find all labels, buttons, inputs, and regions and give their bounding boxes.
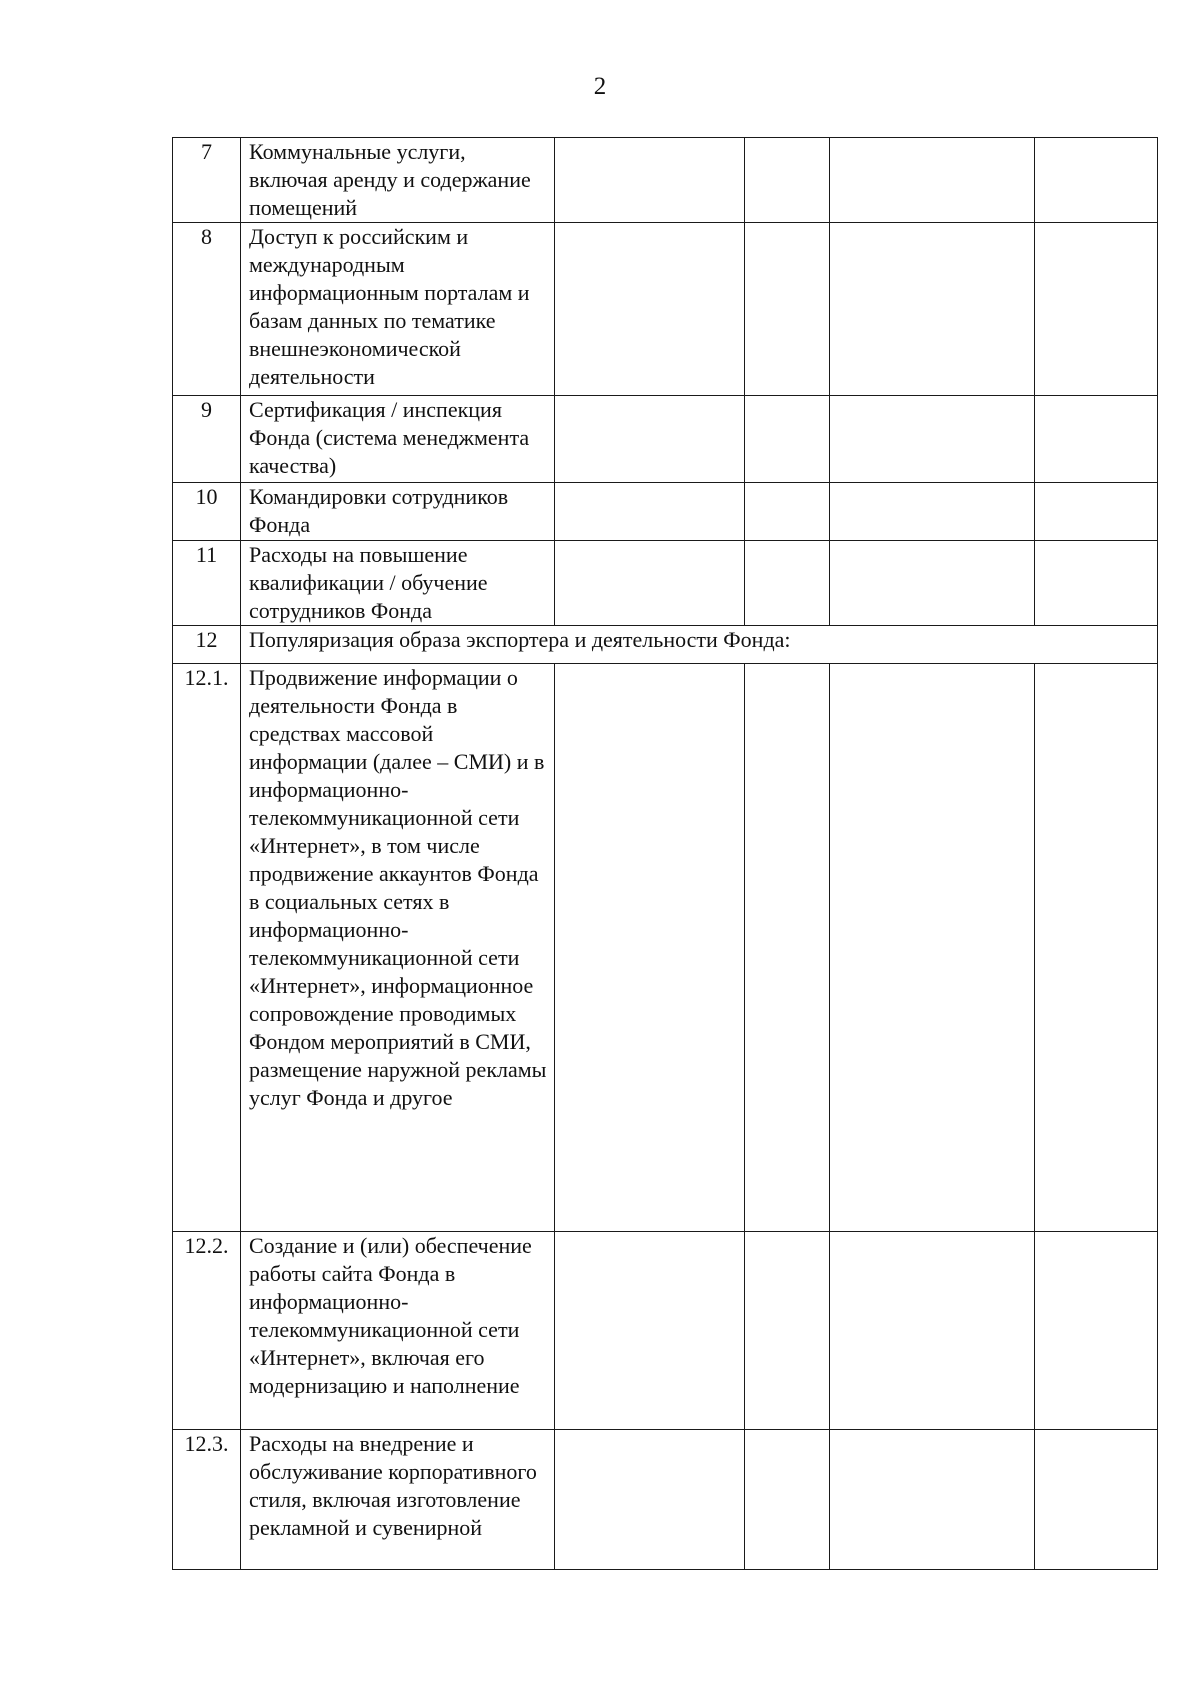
empty-cell [555,396,745,483]
row-number: 10 [173,483,241,541]
row-description: Расходы на повышение квалификации / обучение сотрудников Фонда [241,541,555,626]
table-row [173,664,1158,1232]
empty-cell [1035,223,1158,396]
row-number: 12.3. [173,1430,241,1570]
row-number: 7 [173,138,241,223]
empty-cell [830,1232,1035,1430]
row-number: 12.1. [173,664,241,1232]
empty-cell [555,138,745,223]
table-row [173,483,1158,541]
empty-cell [745,223,830,396]
empty-cell [830,138,1035,223]
row-description: Расходы на внедрение и обслуживание корпоративного стиля, включая изготовление рекламной и сувенирной [241,1430,555,1570]
empty-cell [830,483,1035,541]
row-description: Командировки сотрудников Фонда [241,483,555,541]
row-description: Создание и (или) обеспечение работы сайта Фонда в информационно-телекоммуникационной сети «Интернет», включая его модернизацию и наполнение [241,1232,555,1430]
empty-cell [745,1232,830,1430]
table-body [173,138,1158,1570]
row-number: 12.2. [173,1232,241,1430]
empty-cell [555,223,745,396]
empty-cell [555,1430,745,1570]
table-row [173,1232,1158,1430]
empty-cell [830,1430,1035,1570]
empty-cell [745,396,830,483]
row-description: Доступ к российским и международным информационным порталам и базам данных по тематике внешнеэкономической деятельности [241,223,555,396]
table-row [173,1430,1158,1570]
table-row [173,223,1158,396]
row-description: Сертификация / инспекция Фонда (система менеджмента качества) [241,396,555,483]
empty-cell [745,541,830,626]
row-number: 12 [173,626,241,664]
row-description: Популяризация образа экспортера и деятельности Фонда: [241,626,1158,664]
empty-cell [830,396,1035,483]
expense-table [172,137,1158,1570]
empty-cell [830,223,1035,396]
empty-cell [1035,1430,1158,1570]
empty-cell [745,138,830,223]
row-number: 9 [173,396,241,483]
table-row [173,541,1158,626]
empty-cell [1035,396,1158,483]
row-number: 11 [173,541,241,626]
empty-cell [745,1430,830,1570]
empty-cell [1035,1232,1158,1430]
empty-cell [1035,483,1158,541]
table-row [173,396,1158,483]
empty-cell [1035,664,1158,1232]
empty-cell [555,541,745,626]
empty-cell [745,483,830,541]
row-description: Коммунальные услуги, включая аренду и содержание помещений [241,138,555,223]
empty-cell [555,1232,745,1430]
empty-cell [830,664,1035,1232]
empty-cell [555,664,745,1232]
empty-cell [555,483,745,541]
empty-cell [1035,541,1158,626]
row-number: 8 [173,223,241,396]
empty-cell [745,664,830,1232]
empty-cell [1035,138,1158,223]
empty-cell [830,541,1035,626]
row-description: Продвижение информации о деятельности Фонда в средствах массовой информации (далее – СМИ) и в информационно-телекоммуникационной сети «Интернет», в том числе продвижение аккаунтов Фонда в социальных сетях в информационно-телекоммуникационной сети «Интернет», информационное сопровождение проводимых Фондом мероприятий в СМИ, размещение наружной рекламы услуг Фонда и другое [241,664,555,1232]
table-row [173,138,1158,223]
page-number: 2 [593,73,607,100]
table-row [173,626,1158,664]
